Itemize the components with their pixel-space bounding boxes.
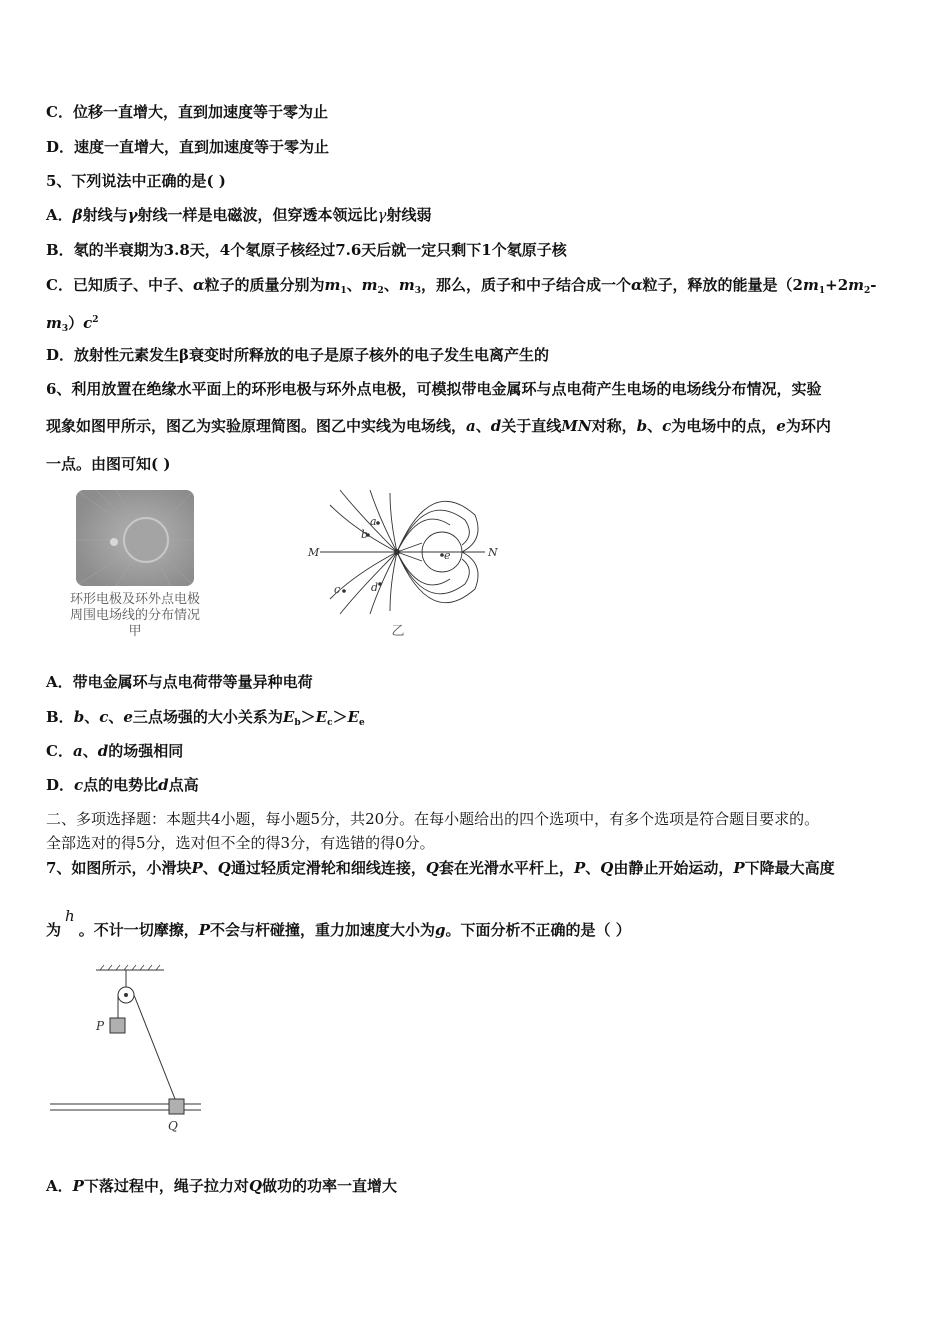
- fig2-caption: 乙: [391, 624, 405, 639]
- q5-stem: 5、下列说法中正确的是( ): [46, 172, 226, 190]
- fig1-caption-3: 甲: [128, 624, 142, 639]
- label-c: c: [334, 583, 341, 596]
- q6-option-b: B．b、c、e三点场强的大小关系为$E_b>E_c>E_e$: [46, 708, 365, 728]
- q6-stem-2: 现象如图甲所示，图乙为实验原理简图。图乙中实线为电场线，a、d关于直线MN对称，b、c为电场中的点，e为环内: [46, 417, 831, 435]
- electrode-photo: [76, 490, 194, 586]
- label-d: d: [371, 581, 379, 594]
- q6-option-a: A．带电金属环与点电荷带等量异种电荷: [46, 673, 313, 691]
- section2-line-2: 全部选对的得5分，选对但不全的得3分，有选错的得0分。: [46, 834, 435, 852]
- point-c: [342, 589, 346, 593]
- q4-option-c: C．位移一直增大，直到加速度等于零为止: [46, 103, 328, 121]
- q4-option-d: D．速度一直增大，直到加速度等于零为止: [46, 138, 330, 156]
- q6-option-d: D．c点的电势比d点高: [46, 776, 199, 794]
- point-charge: [394, 549, 400, 555]
- label-n: N: [488, 546, 498, 559]
- q5-option-d: D．放射性元素发生β衰变时所释放的电子是原子核外的电子发生电离产生的: [46, 346, 549, 364]
- q5-option-c-cont: $m_3)c^2$: [46, 314, 99, 334]
- q7-stem-1: 7、如图所示，小滑块P、Q通过轻质定滑轮和细线连接，Q套在光滑水平杆上，P、Q由静止开始运动，P下降最大高度: [46, 859, 835, 877]
- q7-option-a: A．P下落过程中，绳子拉力对Q做功的功率一直增大: [46, 1177, 398, 1195]
- label-a: a: [370, 515, 377, 528]
- label-m: M: [308, 546, 320, 559]
- label-q: Q: [168, 1119, 178, 1133]
- field-line-diagram: [300, 485, 510, 645]
- q5-option-a: A．β射线与γ射线一样是电磁波，但穿透本领远比γ射线弱: [46, 206, 432, 224]
- q6-option-c: C．a、d的场强相同: [46, 742, 184, 760]
- block-q: [169, 1099, 184, 1114]
- q6-stem-3: 一点。由图可知( ): [46, 455, 171, 473]
- point-d: [378, 582, 382, 586]
- pulley-diagram: [46, 960, 216, 1140]
- electrode-photo-image: [76, 490, 194, 586]
- label-e: e: [444, 549, 451, 562]
- block-p: [110, 1018, 125, 1033]
- label-p: P: [96, 1019, 105, 1033]
- section2-line-1: 二、多项选择题：本题共4小题，每小题5分，共20分。在每小题给出的四个选项中，有多个选项是符合题目要求的。: [46, 810, 820, 828]
- q5-option-c: C．已知质子、中子、α粒子的质量分别为$m_1$、$m_2$、$m_3$，那么，质子和中子结合成一个α粒子，释放的能量是（$2m_1+2m_2-$: [46, 276, 877, 296]
- fig1-caption-2: 周围电场线的分布情况: [69, 608, 200, 623]
- q7-stem-2: 为h。不计一切摩擦，P不会与杆碰撞，重力加速度大小为g。下面分析不正确的是（ ）: [46, 907, 631, 939]
- label-b: b: [361, 528, 369, 541]
- point-a: [376, 521, 380, 525]
- fig1-caption-1: 环形电极及环外点电极: [69, 592, 200, 607]
- q6-stem-1: 6、利用放置在绝缘水平面上的环形电极与环外点电极，可模拟带电金属环与点电荷产生电场的电场线分布情况，实验: [46, 380, 822, 398]
- rope-to-q: [134, 995, 177, 1104]
- q5-option-b: B．氡的半衰期为3.8天，4个氡原子核经过7.6天后就一定只剩下1个氡原子核: [46, 241, 567, 259]
